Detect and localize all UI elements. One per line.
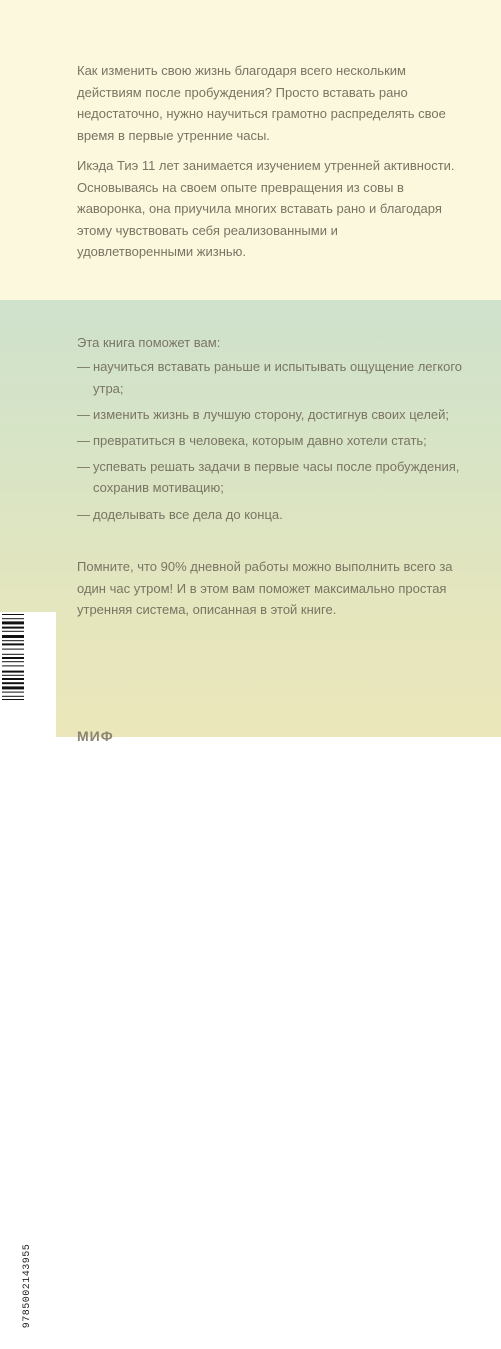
dash-icon: — — [77, 359, 90, 374]
barcode — [0, 612, 56, 1329]
top-section — [0, 0, 501, 300]
list-item: — научиться вставать раньше и испытывать ощущение легкого утра; — [77, 356, 467, 399]
dash-icon: — — [77, 458, 90, 474]
publisher-logo: МИФ — [77, 728, 114, 744]
barcode-digits: 9785002143955 — [22, 1243, 33, 1329]
dash-icon: — — [77, 406, 90, 422]
benefits-list — [77, 356, 467, 530]
dash-icon: — — [77, 432, 90, 448]
list-item: — изменить жизнь в лучшую сторону, достигнув своих целей; — [77, 404, 467, 426]
dash-icon: — — [77, 506, 90, 522]
closing-paragraph: Помните, что 90% дневной работы можно выполнить всего за один час утром! И в этом вам поможет максимально простая утренняя система, описанная в этой книге. — [77, 559, 453, 618]
benefits-intro: Эта книга поможет вам: — [77, 335, 221, 350]
list-item: — превратиться в человека, которым давно хотели стать; — [77, 430, 467, 452]
list-item: — успевать решать задачи в первые часы после пробуждения, сохранив мотивацию; — [77, 456, 467, 499]
list-item: — доделывать все дела до конца. — [77, 504, 467, 526]
description-paragraph-2: Икэда Тиэ 11 лет занимается изучением утренней активности. Основываясь на своем опыте превращения из совы в жаворонка, она приучила многих вставать рано и благодаря этому чувствовать себя реализованными и удовлетворенными жизнью. — [77, 158, 455, 260]
description-paragraph-1: Как изменить свою жизнь благодаря всего нескольким действиям после пробуждения? Просто вставать рано недостаточно, нужно научиться грамотно распределять свое время в первые утренние часы. — [77, 63, 446, 143]
barcode-bars — [2, 612, 26, 737]
